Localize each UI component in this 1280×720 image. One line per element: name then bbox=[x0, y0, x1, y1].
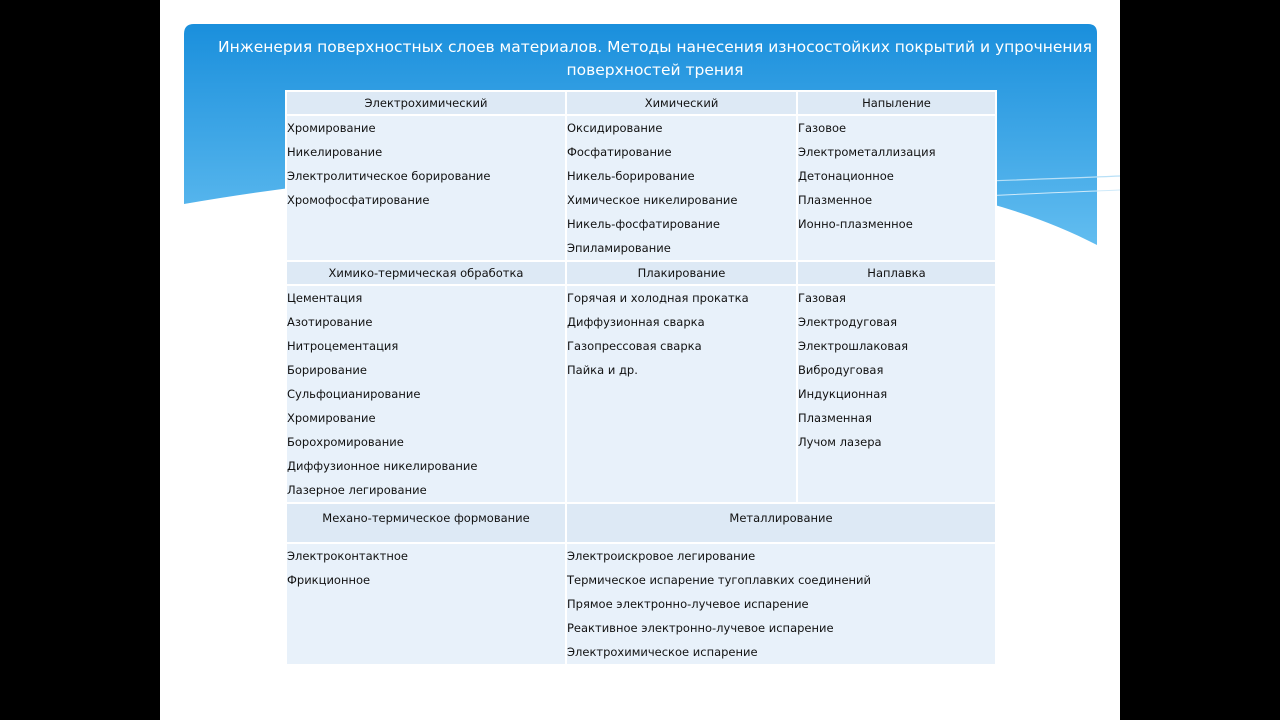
list-item: Электролитическое борирование bbox=[287, 169, 491, 183]
slide-title: Инженерия поверхностных слоев материалов. Методы нанесения износостойких покрытий и упрочнения поверхностей трения bbox=[218, 38, 1092, 79]
list-item: Термическое испарение тугоплавких соединений bbox=[567, 573, 871, 587]
list-item: Газовое bbox=[798, 121, 847, 135]
list-item: Никель-борирование bbox=[567, 169, 695, 183]
table-row bbox=[286, 115, 996, 261]
list-item: Пайка и др. bbox=[567, 363, 638, 377]
header-chemical: Химический bbox=[566, 91, 797, 115]
list-item: Электроискровое легирование bbox=[567, 549, 756, 563]
cell-metallization bbox=[566, 543, 996, 665]
cell-cladding bbox=[566, 285, 797, 503]
table-row bbox=[286, 285, 996, 503]
list-item: Ионно-плазменное bbox=[798, 217, 913, 231]
table-row bbox=[286, 543, 996, 665]
table-header-row bbox=[286, 503, 996, 543]
table-header-row bbox=[286, 261, 996, 285]
list-item: Оксидирование bbox=[567, 121, 663, 135]
list-item: Плазменная bbox=[798, 411, 872, 425]
list-item: Электрохимическое испарение bbox=[567, 645, 758, 659]
list-item: Газопрессовая сварка bbox=[567, 339, 702, 353]
list-item: Хромирование bbox=[287, 121, 376, 135]
list-item: Хромофосфатирование bbox=[287, 193, 430, 207]
list-item: Химическое никелирование bbox=[567, 193, 738, 207]
list-item: Никелирование bbox=[287, 145, 383, 159]
list-item: Плазменное bbox=[798, 193, 873, 207]
list-item: Газовая bbox=[798, 291, 846, 305]
list-item: Вибродуговая bbox=[798, 363, 884, 377]
slide bbox=[160, 0, 1120, 720]
cell-spraying bbox=[797, 115, 996, 261]
header-metallization: Металлирование bbox=[566, 503, 996, 543]
table-header-row bbox=[286, 91, 996, 115]
list-item: Борохромирование bbox=[287, 435, 404, 449]
header-surfacing: Наплавка bbox=[797, 261, 996, 285]
list-item: Фрикционное bbox=[287, 573, 371, 587]
header-electrochemical: Электрохимический bbox=[286, 91, 566, 115]
cell-thermochemical bbox=[286, 285, 566, 503]
list-item: Детонационное bbox=[798, 169, 894, 183]
list-item: Борирование bbox=[287, 363, 367, 377]
list-item: Диффузионное никелирование bbox=[287, 459, 478, 473]
list-item: Электроконтактное bbox=[287, 549, 408, 563]
list-item: Электрометаллизация bbox=[798, 145, 936, 159]
list-item: Эпиламирование bbox=[567, 241, 671, 255]
header-thermochemical: Химико-термическая обработка bbox=[286, 261, 566, 285]
list-item: Цементация bbox=[287, 291, 363, 305]
cell-surfacing bbox=[797, 285, 996, 503]
list-item: Горячая и холодная прокатка bbox=[567, 291, 749, 305]
list-item: Никель-фосфатирование bbox=[567, 217, 720, 231]
list-item: Прямое электронно-лучевое испарение bbox=[567, 597, 809, 611]
methods-table bbox=[285, 90, 997, 666]
cell-electrochemical bbox=[286, 115, 566, 261]
list-item: Хромирование bbox=[287, 411, 376, 425]
list-item: Реактивное электронно-лучевое испарение bbox=[567, 621, 834, 635]
list-item: Лазерное легирование bbox=[287, 483, 427, 497]
header-mechanothermal: Механо-термическое формование bbox=[286, 503, 566, 543]
list-item: Азотирование bbox=[287, 315, 373, 329]
header-cladding: Плакирование bbox=[566, 261, 797, 285]
cell-chemical bbox=[566, 115, 797, 261]
list-item: Фосфатирование bbox=[567, 145, 672, 159]
list-item: Нитроцементация bbox=[287, 339, 399, 353]
list-item: Электрошлаковая bbox=[798, 339, 909, 353]
header-spraying: Напыление bbox=[797, 91, 996, 115]
list-item: Индукционная bbox=[798, 387, 888, 401]
list-item: Электродуговая bbox=[798, 315, 898, 329]
list-item: Диффузионная сварка bbox=[567, 315, 705, 329]
list-item: Сульфоцианирование bbox=[287, 387, 421, 401]
cell-mechanothermal bbox=[286, 543, 566, 665]
list-item: Лучом лазера bbox=[798, 435, 882, 449]
